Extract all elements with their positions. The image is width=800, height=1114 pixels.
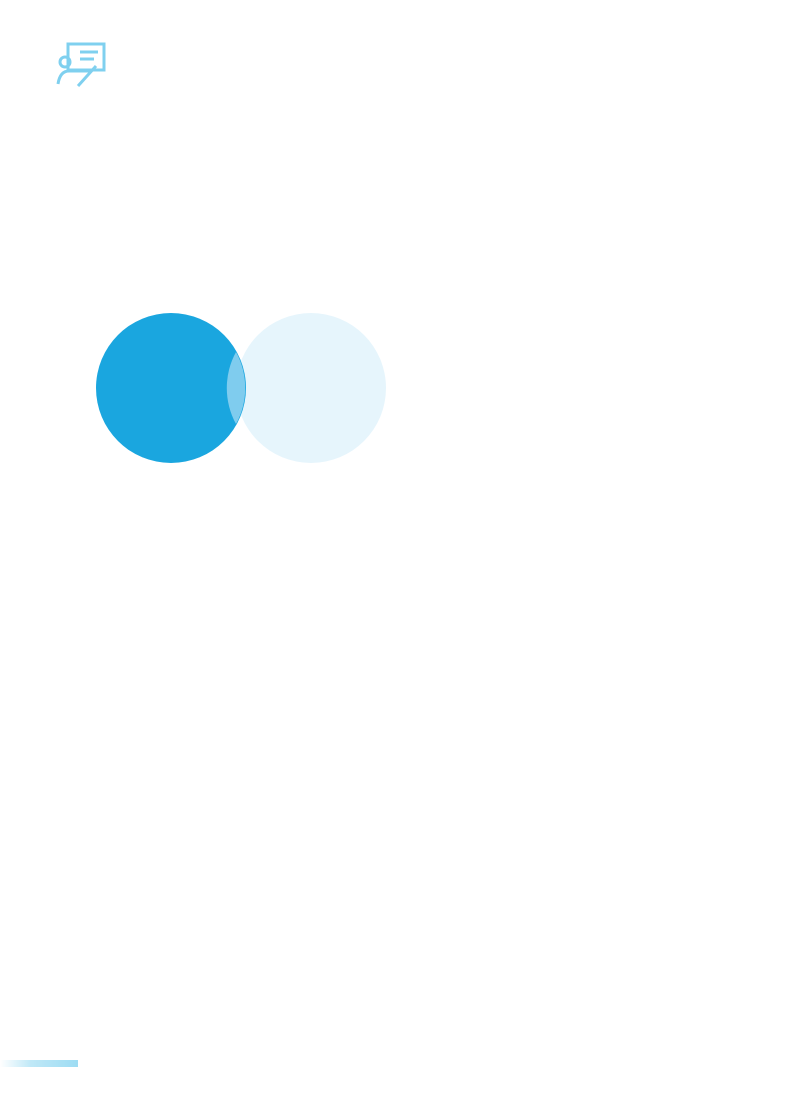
module-badge (96, 313, 386, 463)
footer-accent-bar (0, 1060, 78, 1067)
teacher-board-icon (56, 40, 108, 88)
module-circles (96, 313, 386, 463)
